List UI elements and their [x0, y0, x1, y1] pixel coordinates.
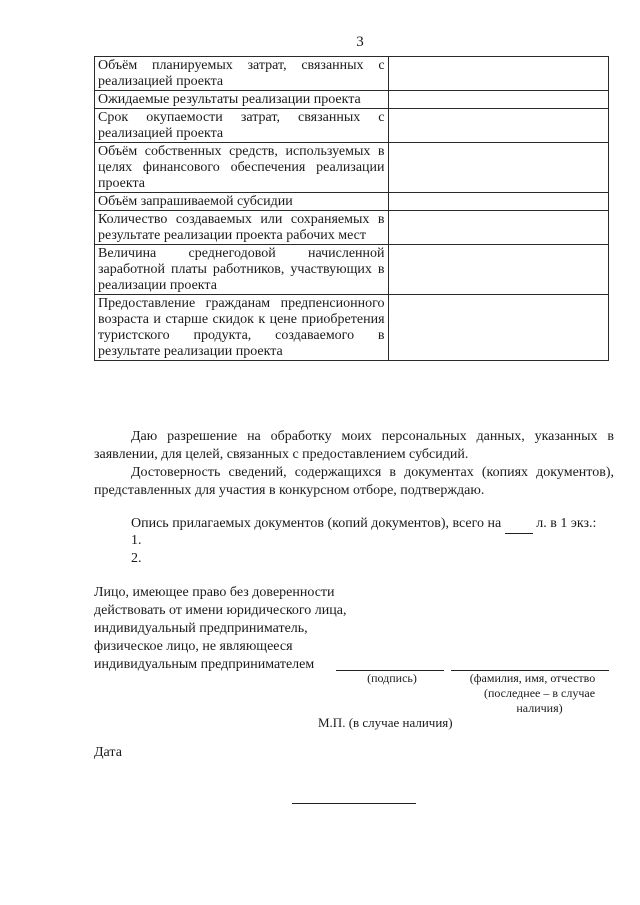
signature-caption: (подпись) — [367, 671, 417, 685]
signer-line: Лицо, имеющее право без доверенности — [94, 585, 335, 600]
row-value[interactable] — [388, 109, 608, 143]
row-value[interactable] — [388, 193, 608, 211]
page-number: 3 — [356, 34, 364, 50]
signer-line: индивидуальный предприниматель, — [94, 621, 308, 636]
consent-paragraph: Даю разрешение на обработку моих персональных данных, указанных в заявлении, для целей, связанных с предоставлением субсидий. — [94, 429, 614, 462]
row-value[interactable] — [388, 245, 608, 295]
inventory-line — [131, 515, 596, 534]
inventory-item: 1. — [131, 533, 142, 548]
name-caption-line: наличия) — [516, 701, 563, 715]
table-row — [95, 295, 609, 361]
stamp-note: М.П. (в случае наличия) — [318, 715, 453, 730]
table-row — [95, 57, 609, 91]
project-info-table — [94, 56, 609, 361]
table-row — [95, 91, 609, 109]
row-value[interactable] — [388, 57, 608, 91]
signer-line: индивидуальным предпринимателем — [94, 657, 315, 672]
row-label: Объём собственных средств, используемых в целях финансового обеспечения реализации проекта — [95, 143, 389, 193]
name-caption-line: (фамилия, имя, отчество — [469, 671, 596, 685]
table-row — [95, 109, 609, 143]
row-label: Количество создаваемых или сохраняемых в результате реализации проекта рабочих мест — [95, 211, 389, 245]
row-label: Срок окупаемости затрат, связанных с реализацией проекта — [95, 109, 389, 143]
signer-line: действовать от имени юридического лица, — [94, 603, 347, 618]
inventory-item: 2. — [131, 551, 142, 566]
signer-line: физическое лицо, не являющееся — [94, 639, 293, 654]
row-value[interactable] — [388, 91, 608, 109]
name-caption-line: (последнее – в случае — [483, 686, 596, 700]
inventory-prefix: Опись прилагаемых документов (копий документов), всего на — [131, 516, 502, 531]
table-row — [95, 211, 609, 245]
table-row — [95, 143, 609, 193]
table-row — [95, 245, 609, 295]
row-value[interactable] — [388, 143, 608, 193]
date-label: Дата — [94, 745, 122, 760]
row-label: Объём планируемых затрат, связанных с реализацией проекта — [95, 57, 389, 91]
row-value[interactable] — [388, 211, 608, 245]
row-label: Величина среднегодовой начисленной заработной платы работников, участвующих в реализации проекта — [95, 245, 389, 295]
row-label: Ожидаемые результаты реализации проекта — [95, 91, 389, 109]
row-label: Предоставление гражданам предпенсионного возраста и старше скидок к цене приобретения туристского продукта, создаваемого в результате реализации проекта — [95, 295, 389, 361]
reliability-paragraph: Достоверность сведений, содержащихся в документах (копиях документов), представленных для участия в конкурсном отборе, подтверждаю. — [94, 465, 614, 498]
sheet-count-field[interactable] — [505, 515, 533, 534]
row-value[interactable] — [388, 295, 608, 361]
table-row — [95, 193, 609, 211]
date-field[interactable] — [292, 803, 416, 804]
inventory-suffix: л. в 1 экз.: — [536, 516, 597, 531]
row-label: Объём запрашиваемой субсидии — [95, 193, 389, 211]
